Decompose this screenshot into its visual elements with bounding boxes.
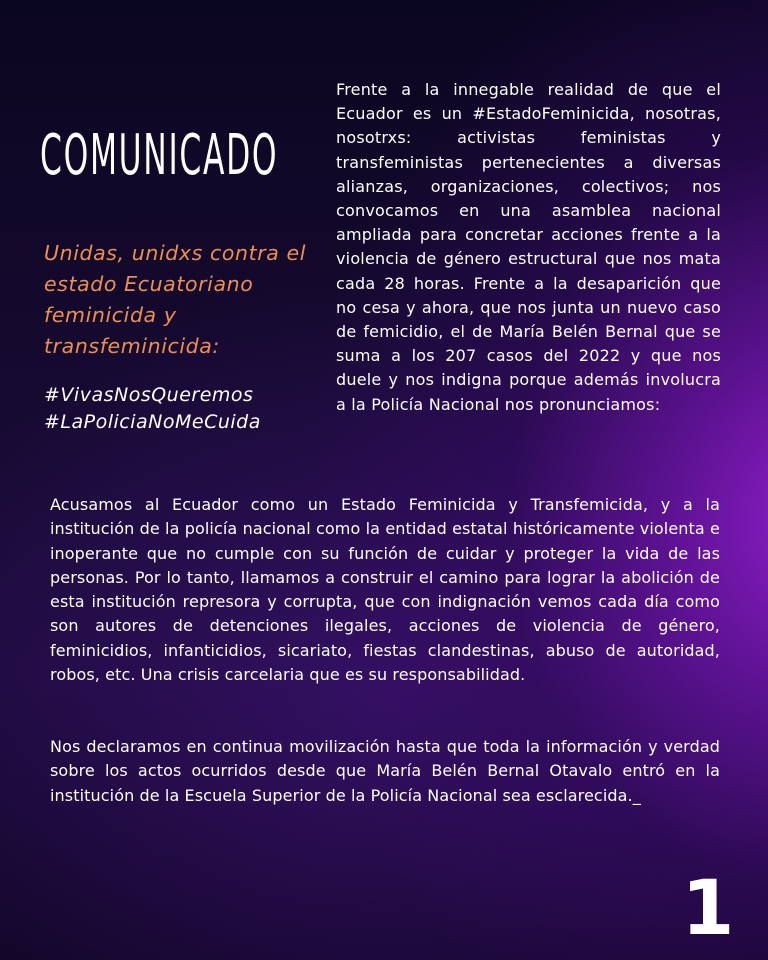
page-title: COMUNICADO bbox=[40, 123, 279, 188]
subtitle: Unidas, unidxs contra el estado Ecuatoriano feminicida y transfeminicida: bbox=[44, 241, 307, 358]
page-number: 1 bbox=[681, 863, 735, 952]
hashtag-list bbox=[44, 382, 334, 436]
body-paragraph-mobilization: Nos declaramos en continua movilización hasta que toda la información y verdad sobre los actos ocurridos desde que María Belén Bernal Otavalo entró en la institución de la Escuela Superior de la Policía Nacional sea esclarecida._ bbox=[50, 737, 720, 805]
body-paragraph-accusation: Acusamos al Ecuador como un Estado Feminicida y Transfemicida, y a la institución de la policía nacional como la entidad estatal históricamente violenta e inoperante que no cumple con su función de cuidar y proteger la vida de las personas. Por lo tanto, llamamos a construir el camino para lograr la abolición de esta institución represora y corrupta, que con indignación vemos cada día como son autores de detenciones ilegales, acciones de violencia de género, feminicidios, infanticidios, sicariato, fiestas clandestinas, abuso de autoridad, robos, etc. Una crisis carcelaria que es su responsabilidad. bbox=[50, 495, 720, 685]
hashtag-vivas-nos-queremos: #VivasNosQueremos bbox=[44, 384, 254, 406]
hashtag-la-policia-no-me-cuida: #LaPoliciaNoMeCuida bbox=[44, 411, 261, 433]
intro-paragraph: Frente a la innegable realidad de que el Ecuador es un #EstadoFeminicida, nosotras, nosotrxs: activistas feministas y transfeministas pertenecientes a diversas alianzas, organizaciones, colectivos; nos convocamos en una asamblea nacional ampliada para concretar acciones frente a la violencia de género estructural que nos mata cada 28 horas. Frente a la desaparición que no cesa y ahora, que nos junta un nuevo caso de femicidio, el de María Belén Bernal que se suma a los 207 casos del 2022 y que nos duele y nos indigna porque además involucra a la Policía Nacional nos pronunciamos: bbox=[336, 80, 721, 414]
